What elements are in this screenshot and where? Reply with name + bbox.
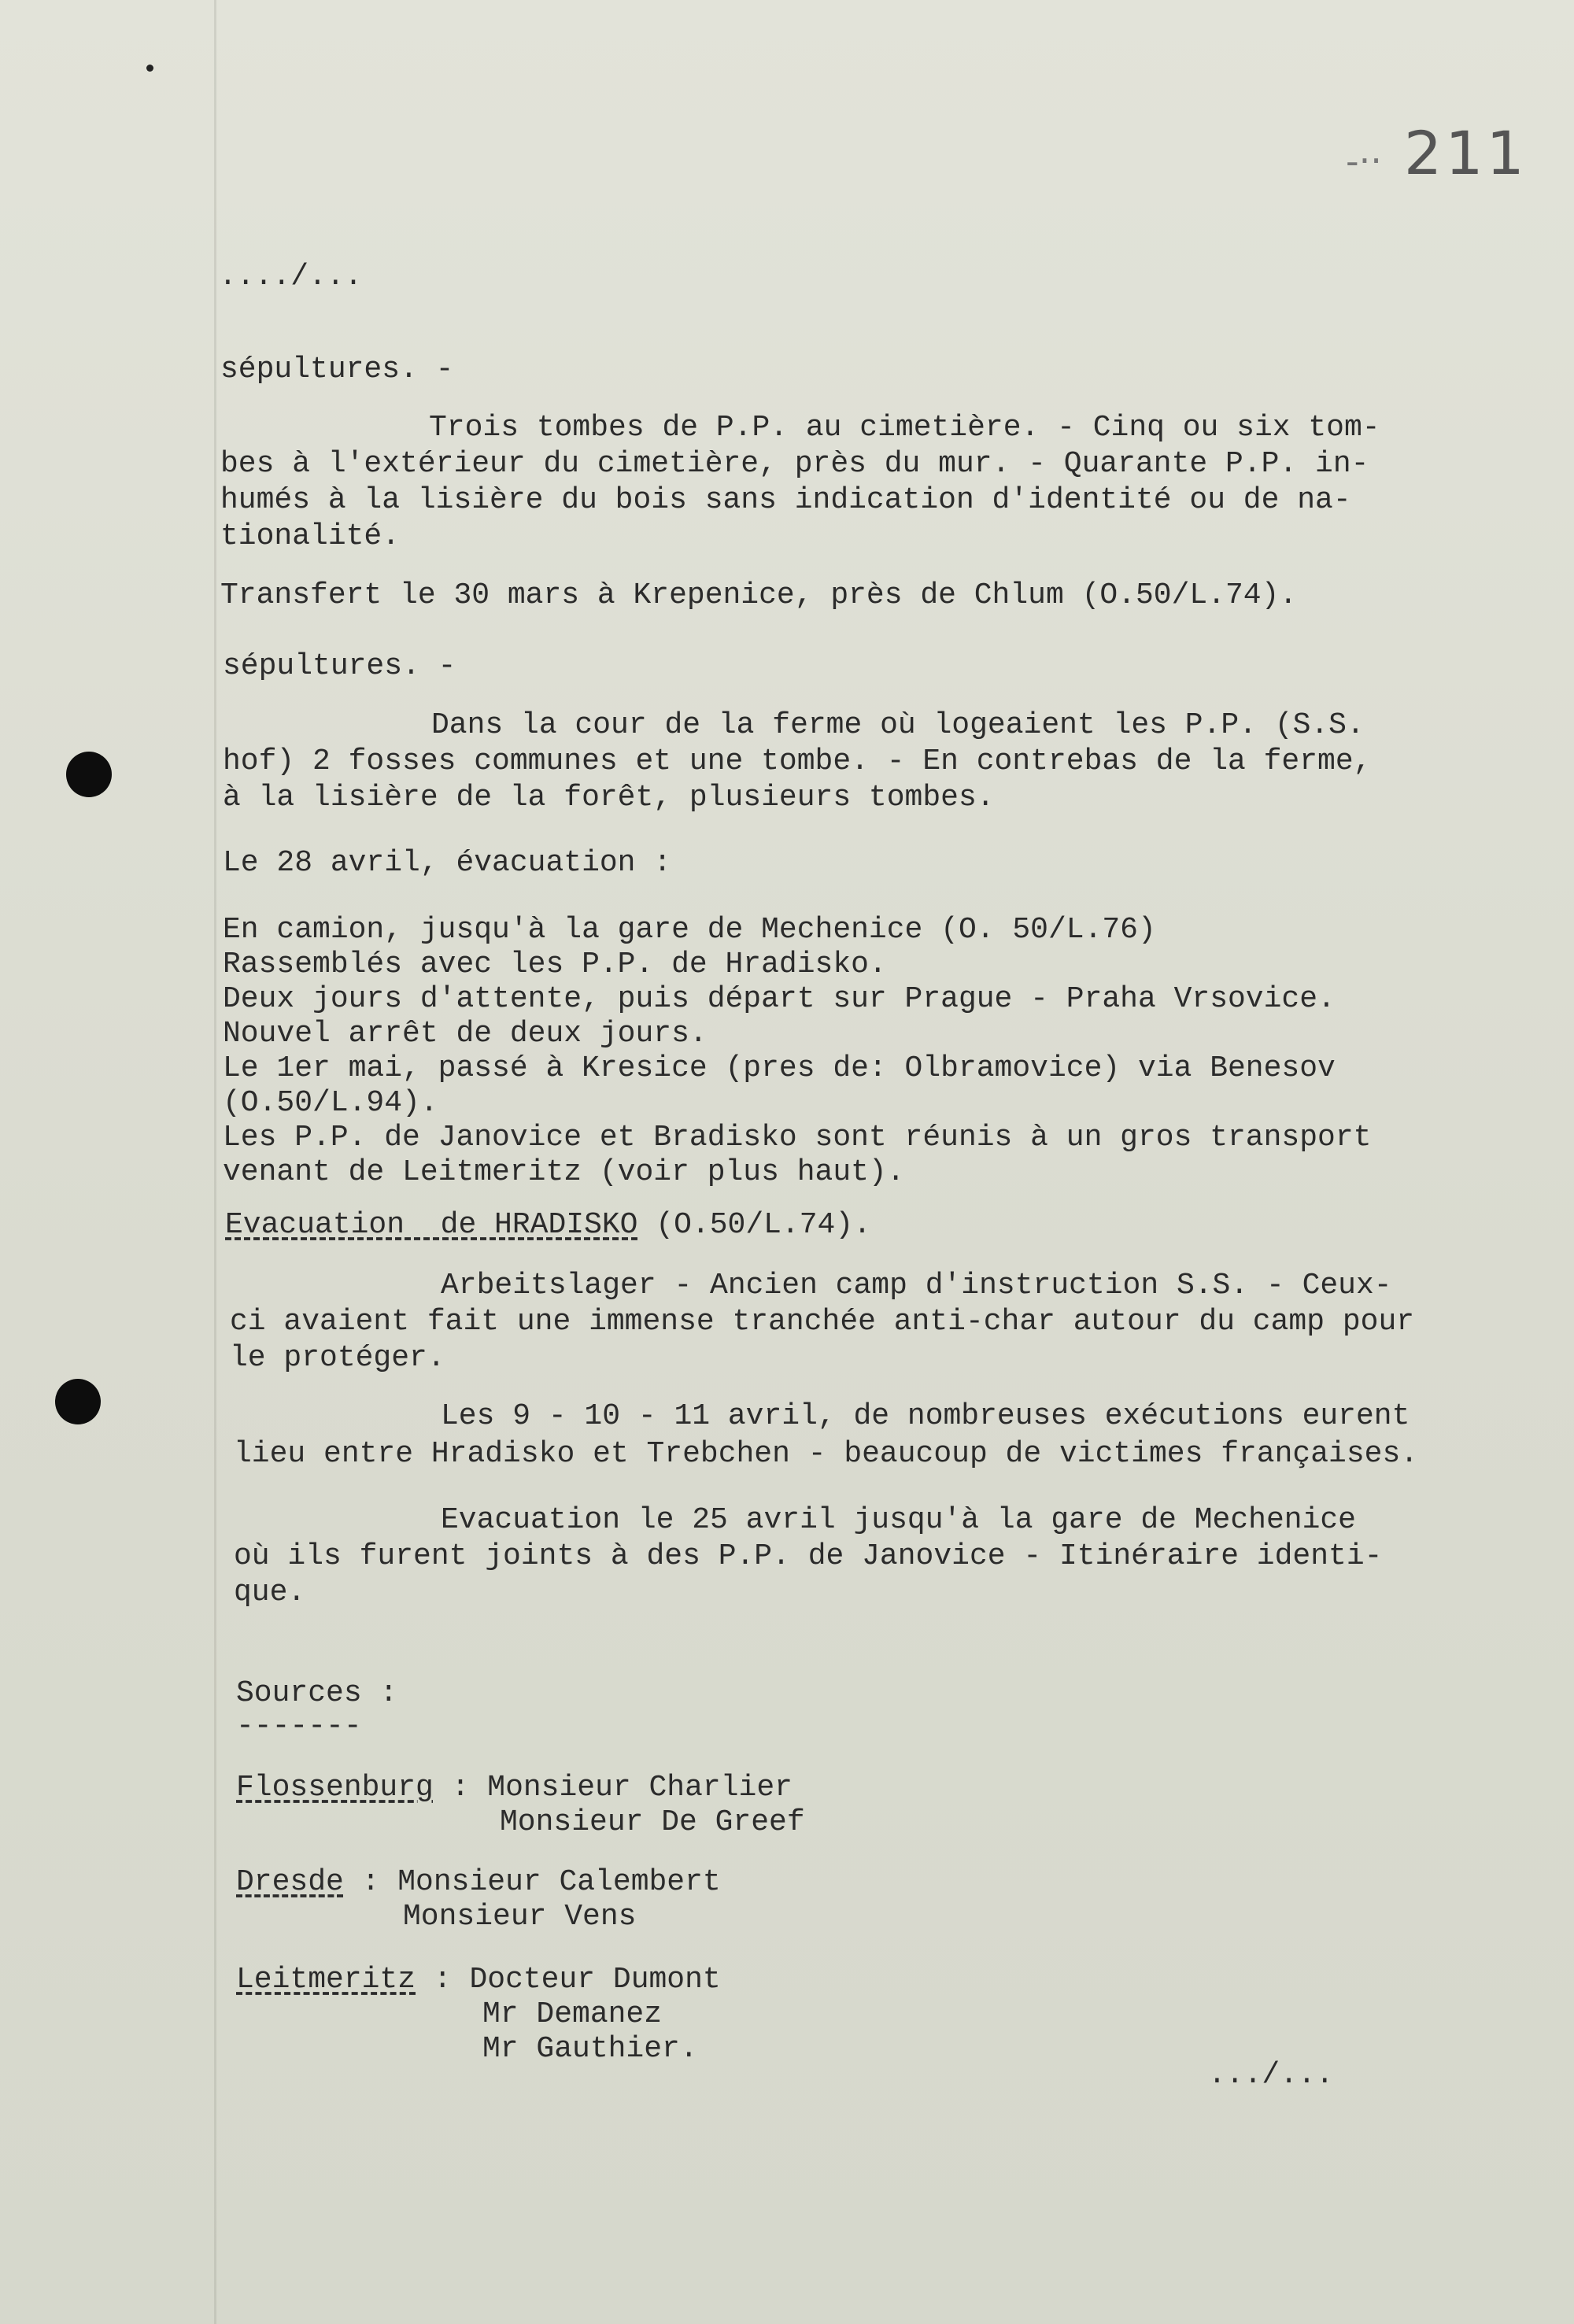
evac-line-7: Les P.P. de Janovice et Bradisko sont réunis à un gros transport bbox=[223, 1121, 1372, 1155]
sep2-line-3: à la lisière de la forêt, plusieurs tombes. bbox=[223, 781, 995, 815]
source-name: Monsieur Charlier bbox=[487, 1771, 793, 1805]
sep1-line-4: tionalité. bbox=[220, 519, 401, 553]
hradisko-heading bbox=[225, 1208, 871, 1243]
transfer-line: Transfert le 30 mars à Krepenice, près de Chlum (O.50/L.74). bbox=[220, 578, 1298, 612]
source-name: Monsieur Vens bbox=[403, 1900, 637, 1934]
sep1-line-2: bes à l'extérieur du cimetière, près du mur. - Quarante P.P. in- bbox=[220, 447, 1369, 481]
source-dresde bbox=[236, 1865, 721, 1900]
evac-line-8: venant de Leitmeritz (voir plus haut). bbox=[223, 1155, 905, 1189]
hradisko-p3-line-2: où ils furent joints à des P.P. de Janovice - Itinéraire identi- bbox=[234, 1539, 1383, 1573]
hradisko-p1-line-1: Arbeitslager - Ancien camp d'instruction S.S. - Ceux- bbox=[441, 1269, 1392, 1302]
hradisko-p3-line-3: que. bbox=[234, 1576, 306, 1609]
punch-hole-lower bbox=[55, 1379, 101, 1424]
sepultures-heading-1: sépultures. - bbox=[220, 353, 454, 386]
sources-heading: Sources : bbox=[236, 1676, 398, 1710]
continuation-top: ..../... bbox=[219, 260, 363, 294]
source-place: Leitmeritz bbox=[236, 1963, 416, 1997]
sep2-line-2: hof) 2 fosses communes et une tombe. - En contrebas de la ferme, bbox=[223, 744, 1372, 778]
sep1-line-1: Trois tombes de P.P. au cimetière. - Cinq ou six tom- bbox=[429, 411, 1380, 445]
evac-line-3: Deux jours d'attente, puis départ sur Prague - Praha Vrsovice. bbox=[223, 982, 1336, 1016]
ink-dot bbox=[146, 65, 153, 72]
source-name: Mr Gauthier. bbox=[482, 2032, 698, 2066]
page-number bbox=[1346, 118, 1528, 188]
evac-line-1: En camion, jusqu'à la gare de Mechenice (O. 50/L.76) bbox=[223, 913, 1156, 947]
paper-edge bbox=[214, 0, 216, 2324]
hradisko-heading-underlined: Evacuation de HRADISKO bbox=[225, 1208, 638, 1242]
evac-line-5: Le 1er mai, passé à Kresice (pres de: Olbramovice) via Benesov bbox=[223, 1051, 1336, 1085]
source-place: Dresde bbox=[236, 1865, 344, 1899]
source-place: Flossenburg bbox=[236, 1771, 434, 1805]
evac-line-6: (O.50/L.94). bbox=[223, 1086, 438, 1120]
hradisko-p2-line-2: lieu entre Hradisko et Trebchen - beaucoup de victimes françaises. bbox=[234, 1437, 1419, 1471]
evac-line-2: Rassemblés avec les P.P. de Hradisko. bbox=[223, 948, 887, 981]
hradisko-p1-line-3: le protéger. bbox=[230, 1341, 445, 1375]
continuation-bottom: .../... bbox=[1208, 2058, 1334, 2092]
source-name: Docteur Dumont bbox=[469, 1963, 721, 1997]
source-sep: : bbox=[343, 1865, 398, 1899]
source-leitmeritz bbox=[236, 1963, 721, 1997]
page-number-value: 211 bbox=[1403, 118, 1528, 188]
sep1-line-3: humés à la lisière du bois sans indication d'identité ou de na- bbox=[220, 483, 1351, 517]
hradisko-p1-line-2: ci avaient fait une immense tranchée anti-char autour du camp pour bbox=[230, 1305, 1415, 1339]
source-name: Mr Demanez bbox=[482, 1997, 663, 2031]
source-sep: : bbox=[433, 1771, 488, 1805]
page-number-mark: -‧‧ bbox=[1346, 140, 1382, 183]
hradisko-heading-rest: (O.50/L.74). bbox=[637, 1208, 871, 1242]
sources-rule: ------- bbox=[236, 1709, 362, 1743]
source-flossenburg bbox=[236, 1771, 793, 1805]
evacuation-date: Le 28 avril, évacuation : bbox=[223, 846, 672, 880]
hradisko-p2-line-1: Les 9 - 10 - 11 avril, de nombreuses exécutions eurent bbox=[441, 1399, 1410, 1433]
source-sep: : bbox=[416, 1963, 470, 1997]
hradisko-p3-line-1: Evacuation le 25 avril jusqu'à la gare de Mechenice bbox=[441, 1503, 1356, 1537]
sepultures-heading-2: sépultures. - bbox=[223, 649, 456, 683]
evac-line-4: Nouvel arrêt de deux jours. bbox=[223, 1017, 708, 1051]
source-name: Monsieur De Greef bbox=[500, 1805, 805, 1839]
sep2-line-1: Dans la cour de la ferme où logeaient les P.P. (S.S. bbox=[431, 708, 1365, 742]
source-name: Monsieur Calembert bbox=[397, 1865, 721, 1899]
punch-hole-upper bbox=[66, 752, 112, 797]
